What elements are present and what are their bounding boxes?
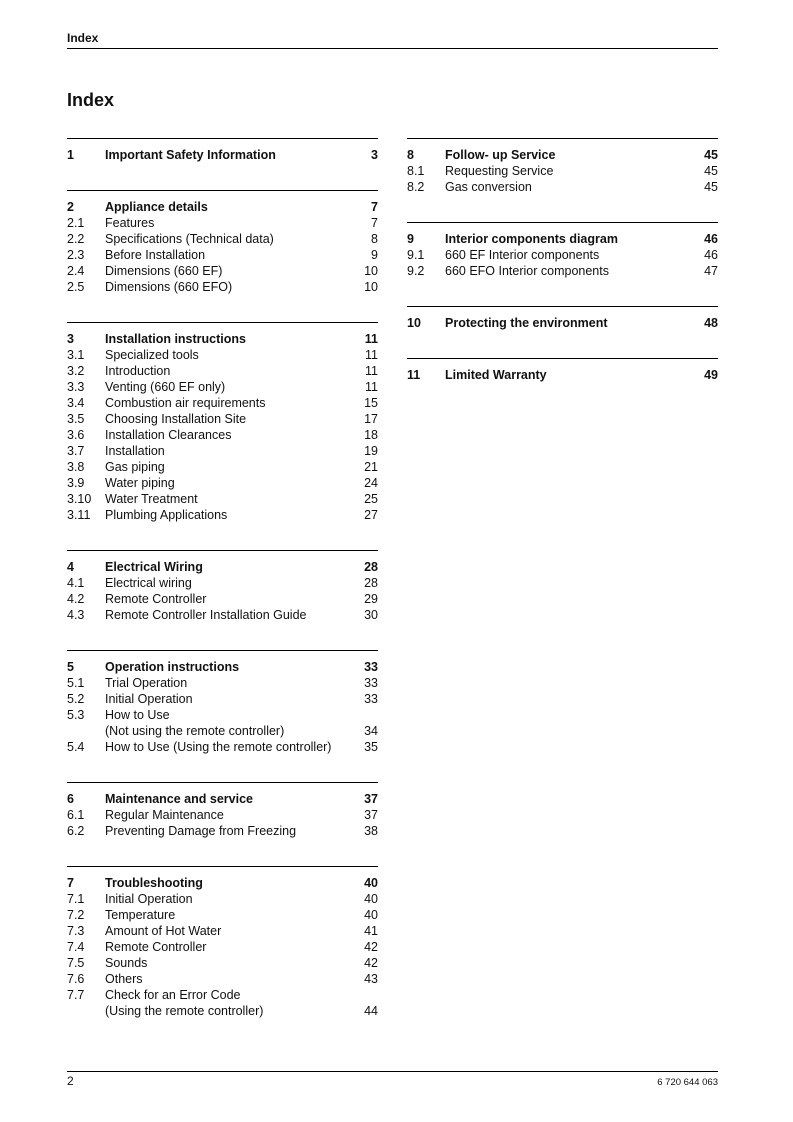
entry-title: How to Use (Using the remote controller) — [105, 740, 332, 754]
toc-chapter-heading — [407, 147, 718, 163]
entry-page: 41 — [364, 924, 378, 938]
toc-section — [67, 782, 378, 847]
toc-entry — [67, 987, 378, 1003]
entry-title: Specifications (Technical data) — [105, 232, 274, 246]
entry-page: 48 — [704, 316, 718, 330]
entry-number — [67, 723, 105, 739]
toc-chapter-heading — [67, 559, 378, 575]
toc-chapter-heading — [67, 199, 378, 215]
entry-page: 35 — [364, 740, 378, 754]
entry-page: 24 — [364, 476, 378, 490]
entry-number: 7.7 — [67, 988, 85, 1002]
entry-page: 10 — [364, 280, 378, 294]
entry-number: 9.1 — [407, 248, 425, 262]
toc-entry — [67, 575, 378, 591]
entry-page: 15 — [364, 396, 378, 410]
toc-right-column — [407, 138, 718, 410]
entry-number: 4.3 — [67, 608, 85, 622]
entry-page: 10 — [364, 264, 378, 278]
toc-entry — [67, 459, 378, 475]
entry-number: 8.1 — [407, 164, 425, 178]
toc-section — [407, 222, 718, 287]
entry-title: Others — [105, 972, 143, 986]
entry-title: Features — [105, 216, 155, 230]
entry-page: 45 — [704, 180, 718, 194]
entry-number: 2.5 — [67, 280, 85, 294]
entry-title: Protecting the environment — [445, 316, 608, 330]
entry-number — [67, 1003, 105, 1019]
entry-number: 3.1 — [67, 348, 85, 362]
entry-title: Initial Operation — [105, 692, 193, 706]
entry-page — [338, 987, 378, 1003]
toc-chapter-heading — [67, 331, 378, 347]
entry-page: 34 — [364, 724, 378, 738]
toc-entry — [407, 263, 718, 279]
entry-page: 11 — [365, 348, 378, 362]
entry-number: 4 — [67, 560, 74, 574]
entry-title: Remote Controller Installation Guide — [105, 608, 307, 622]
entry-title: Specialized tools — [105, 348, 199, 362]
entry-number: 5.4 — [67, 740, 85, 754]
entry-title: Venting (660 EF only) — [105, 380, 226, 394]
toc-chapter-heading — [67, 147, 378, 163]
entry-title: Regular Maintenance — [105, 808, 224, 822]
entry-page: 17 — [364, 412, 378, 426]
entry-title: Water Treatment — [105, 492, 198, 506]
toc-entry — [407, 179, 718, 195]
entry-title: (Not using the remote controller) — [105, 724, 285, 738]
toc-section — [67, 650, 378, 763]
entry-title: Troubleshooting — [105, 876, 203, 890]
entry-page: 46 — [704, 248, 718, 262]
entry-page: 37 — [364, 808, 378, 822]
entry-page: 44 — [364, 1004, 378, 1018]
document-code: 6 720 644 063 — [657, 1077, 718, 1088]
entry-number: 7.3 — [67, 924, 85, 938]
entry-number: 7 — [67, 876, 74, 890]
toc-left-column — [67, 138, 378, 1046]
entry-title: Installation — [105, 444, 165, 458]
toc-entry — [67, 891, 378, 907]
entry-page: 19 — [364, 444, 378, 458]
entry-page: 25 — [364, 492, 378, 506]
toc-chapter-heading — [407, 315, 718, 331]
entry-number: 4.1 — [67, 576, 85, 590]
entry-title: Requesting Service — [445, 164, 554, 178]
entry-page: 21 — [364, 460, 378, 474]
entry-page: 45 — [704, 164, 718, 178]
toc-entry — [67, 443, 378, 459]
entry-number: 2.1 — [67, 216, 85, 230]
entry-title: 660 EFO Interior components — [445, 264, 609, 278]
entry-title: Electrical wiring — [105, 576, 192, 590]
entry-title: Follow- up Service — [445, 148, 556, 162]
entry-page: 11 — [365, 380, 378, 394]
entry-page: 42 — [364, 940, 378, 954]
toc-entry — [67, 507, 378, 523]
running-header-title: Index — [67, 31, 99, 45]
page-title: Index — [67, 90, 115, 110]
entry-number: 9 — [407, 232, 414, 246]
toc-section — [67, 138, 378, 171]
entry-number: 2.2 — [67, 232, 85, 246]
toc-chapter-heading — [67, 791, 378, 807]
entry-number: 3.3 — [67, 380, 85, 394]
entry-page: 3 — [371, 148, 378, 162]
toc-entry — [67, 707, 378, 723]
toc-entry — [67, 231, 378, 247]
toc-entry — [407, 247, 718, 263]
entry-title: Gas piping — [105, 460, 165, 474]
entry-number: 3 — [67, 332, 74, 346]
entry-number: 7.4 — [67, 940, 85, 954]
toc-entry — [67, 675, 378, 691]
toc-entry — [67, 971, 378, 987]
toc-entry — [67, 823, 378, 839]
entry-page: 40 — [364, 908, 378, 922]
entry-title: Dimensions (660 EF) — [105, 264, 223, 278]
entry-title: Sounds — [105, 956, 148, 970]
entry-title: Electrical Wiring — [105, 560, 203, 574]
entry-number: 7.5 — [67, 956, 85, 970]
entry-title: Appliance details — [105, 200, 208, 214]
toc-entry — [407, 163, 718, 179]
entry-page: 46 — [704, 232, 718, 246]
entry-number: 2.4 — [67, 264, 85, 278]
toc-entry — [67, 475, 378, 491]
entry-page: 42 — [364, 956, 378, 970]
entry-number: 7.2 — [67, 908, 85, 922]
toc-entry — [67, 379, 378, 395]
toc-entry — [67, 923, 378, 939]
entry-number: 11 — [407, 368, 421, 382]
toc-chapter-heading — [67, 659, 378, 675]
toc-section — [407, 306, 718, 339]
toc-entry — [67, 411, 378, 427]
toc-entry — [67, 723, 378, 739]
entry-title: 660 EF Interior components — [445, 248, 600, 262]
toc-entry — [67, 739, 378, 755]
entry-number: 3.5 — [67, 412, 85, 426]
entry-page: 7 — [371, 216, 378, 230]
toc-section — [67, 190, 378, 303]
entry-number: 3.9 — [67, 476, 85, 490]
entry-title: Interior components diagram — [445, 232, 618, 246]
entry-title: Remote Controller — [105, 940, 207, 954]
entry-page: 29 — [364, 592, 378, 606]
toc-section — [67, 866, 378, 1027]
toc-section — [407, 138, 718, 203]
header-rule — [67, 48, 718, 49]
entry-page: 27 — [364, 508, 378, 522]
entry-title: Water piping — [105, 476, 175, 490]
entry-page: 33 — [364, 660, 378, 674]
entry-number: 3.10 — [67, 492, 92, 506]
entry-title: Initial Operation — [105, 892, 193, 906]
toc-entry — [67, 427, 378, 443]
entry-title: Before Installation — [105, 248, 206, 262]
entry-number: 5.2 — [67, 692, 85, 706]
entry-title: Remote Controller — [105, 592, 207, 606]
entry-title: Operation instructions — [105, 660, 240, 674]
entry-number: 8 — [407, 148, 414, 162]
entry-title: How to Use — [105, 708, 170, 722]
toc-entry — [67, 955, 378, 971]
entry-title: Maintenance and service — [105, 792, 253, 806]
entry-page: 30 — [364, 608, 378, 622]
toc-entry — [67, 591, 378, 607]
entry-title: Combustion air requirements — [105, 396, 266, 410]
entry-number: 3.6 — [67, 428, 85, 442]
entry-number: 3.8 — [67, 460, 85, 474]
toc-chapter-heading — [407, 367, 718, 383]
entry-page — [338, 707, 378, 723]
entry-title: (Using the remote controller) — [105, 1004, 264, 1018]
toc-entry — [67, 1003, 378, 1019]
entry-page: 45 — [704, 148, 718, 162]
entry-title: Dimensions (660 EFO) — [105, 280, 233, 294]
entry-number: 7.1 — [67, 892, 85, 906]
entry-page: 8 — [371, 232, 378, 246]
toc-section — [67, 322, 378, 531]
entry-number: 2.3 — [67, 248, 85, 262]
entry-number: 8.2 — [407, 180, 425, 194]
entry-number: 3.2 — [67, 364, 85, 378]
entry-number: 7.6 — [67, 972, 85, 986]
toc-entry — [67, 395, 378, 411]
entry-page: 28 — [364, 560, 378, 574]
toc-entry — [67, 215, 378, 231]
entry-number: 5.3 — [67, 708, 85, 722]
entry-page: 49 — [704, 368, 718, 382]
entry-number: 3.11 — [67, 508, 91, 522]
entry-title: Trial Operation — [105, 676, 188, 690]
entry-title: Gas conversion — [445, 180, 532, 194]
toc-entry — [67, 607, 378, 623]
entry-number: 3.7 — [67, 444, 85, 458]
entry-number: 2 — [67, 200, 74, 214]
entry-number: 6 — [67, 792, 74, 806]
entry-number: 1 — [67, 148, 74, 162]
entry-title: Amount of Hot Water — [105, 924, 222, 938]
entry-page: 33 — [364, 692, 378, 706]
entry-page: 40 — [364, 876, 378, 890]
toc-entry — [67, 263, 378, 279]
entry-number: 10 — [407, 316, 421, 330]
entry-page: 33 — [364, 676, 378, 690]
entry-title: Check for an Error Code — [105, 988, 241, 1002]
toc-entry — [67, 691, 378, 707]
toc-chapter-heading — [407, 231, 718, 247]
entry-page: 7 — [371, 200, 378, 214]
entry-page: 38 — [364, 824, 378, 838]
entry-page: 40 — [364, 892, 378, 906]
entry-page: 9 — [371, 248, 378, 262]
entry-page: 43 — [364, 972, 378, 986]
entry-number: 9.2 — [407, 264, 425, 278]
entry-title: Temperature — [105, 908, 176, 922]
entry-number: 4.2 — [67, 592, 85, 606]
footer-rule — [67, 1071, 718, 1072]
entry-number: 5 — [67, 660, 74, 674]
toc-entry — [67, 363, 378, 379]
toc-entry — [67, 907, 378, 923]
entry-page: 28 — [364, 576, 378, 590]
entry-title: Installation Clearances — [105, 428, 232, 442]
entry-page: 11 — [364, 332, 378, 346]
entry-title: Introduction — [105, 364, 171, 378]
toc-entry — [67, 279, 378, 295]
entry-number: 5.1 — [67, 676, 85, 690]
toc-entry — [67, 347, 378, 363]
page-number: 2 — [67, 1074, 74, 1088]
entry-title: Choosing Installation Site — [105, 412, 247, 426]
entry-page: 11 — [365, 364, 378, 378]
toc-entry — [67, 939, 378, 955]
toc-section — [407, 358, 718, 391]
entry-title: Limited Warranty — [445, 368, 547, 382]
entry-page: 47 — [704, 264, 718, 278]
entry-title: Preventing Damage from Freezing — [105, 824, 297, 838]
entry-title: Installation instructions — [105, 332, 246, 346]
toc-entry — [67, 491, 378, 507]
entry-number: 6.1 — [67, 808, 85, 822]
entry-number: 6.2 — [67, 824, 85, 838]
toc-entry — [67, 247, 378, 263]
toc-chapter-heading — [67, 875, 378, 891]
entry-page: 18 — [364, 428, 378, 442]
toc-entry — [67, 807, 378, 823]
entry-title: Plumbing Applications — [105, 508, 228, 522]
toc-section — [67, 550, 378, 631]
entry-number: 3.4 — [67, 396, 85, 410]
entry-title: Important Safety Information — [105, 148, 276, 162]
entry-page: 37 — [364, 792, 378, 806]
